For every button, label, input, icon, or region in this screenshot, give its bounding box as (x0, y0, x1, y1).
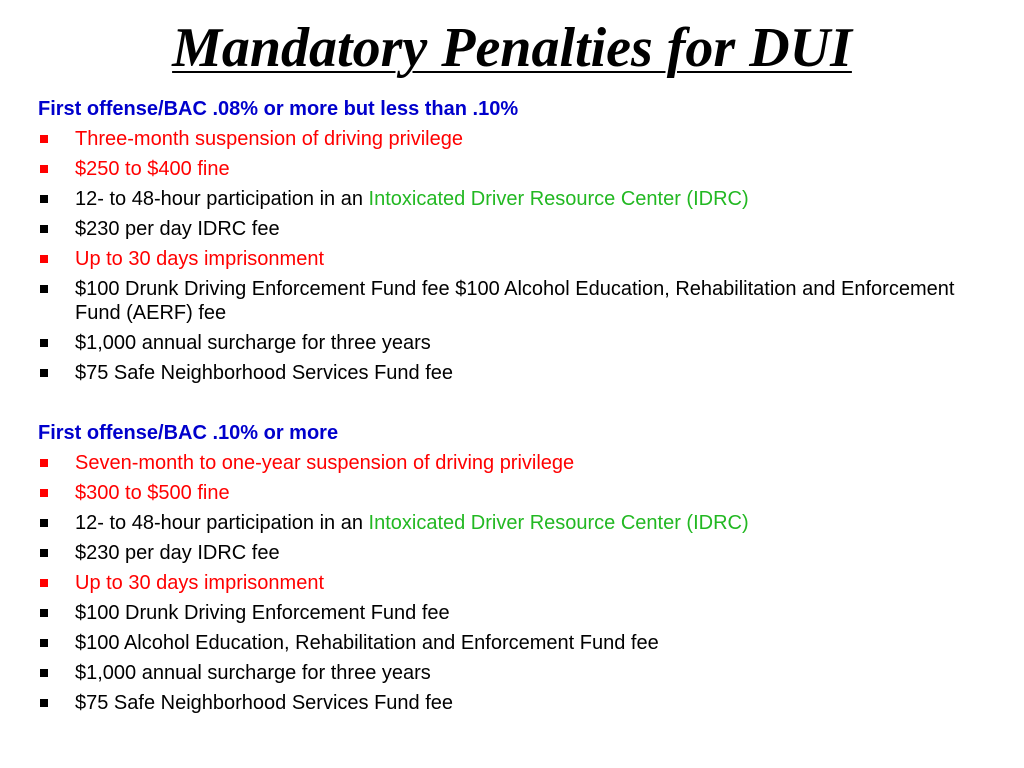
square-bullet-icon (40, 165, 48, 173)
square-bullet-icon (40, 579, 48, 587)
penalty-list-bac-10 (38, 448, 998, 718)
list-item (38, 124, 998, 154)
list-item-text: $100 Alcohol Education, Rehabilitation and Enforcement Fund fee (75, 632, 659, 654)
square-bullet-icon (40, 639, 48, 647)
square-bullet-icon (40, 699, 48, 707)
list-item-text: Up to 30 days imprisonment (75, 572, 325, 594)
square-bullet-icon (40, 459, 48, 467)
list-item (38, 628, 998, 658)
list-item-text: $250 to $400 fine (75, 158, 230, 180)
square-bullet-icon (40, 369, 48, 377)
slide-body (38, 94, 998, 718)
list-item (38, 214, 998, 244)
list-item (38, 244, 998, 274)
list-item (38, 658, 998, 688)
list-item-text: $1,000 annual surcharge for three years (75, 662, 431, 684)
list-item (38, 508, 998, 538)
idrc-link[interactable]: Intoxicated Driver Resource Center (IDRC) (368, 188, 749, 210)
square-bullet-icon (40, 339, 48, 347)
list-item (38, 568, 998, 598)
list-item-text: 12- to 48-hour participation in an (75, 188, 369, 210)
square-bullet-icon (40, 225, 48, 233)
list-item (38, 688, 998, 718)
list-item-text: $100 Drunk Driving Enforcement Fund fee $100 Alcohol Education, Rehabilitation and Enforcement Fund (AERF) fee (75, 278, 955, 324)
list-item-text: Three-month suspension of driving privilege (75, 128, 463, 150)
section-heading-bac-08: First offense/BAC .08% or more but less than .10% (38, 98, 519, 120)
list-item-text: $75 Safe Neighborhood Services Fund fee (75, 692, 454, 714)
penalty-list-bac-08 (38, 124, 998, 388)
list-item (38, 598, 998, 628)
list-item (38, 184, 998, 214)
list-item-text: $230 per day IDRC fee (75, 218, 280, 240)
section-spacer (38, 388, 998, 418)
list-item-text: $230 per day IDRC fee (75, 542, 280, 564)
list-item (38, 274, 998, 328)
square-bullet-icon (40, 255, 48, 263)
square-bullet-icon (40, 609, 48, 617)
list-item-text: $75 Safe Neighborhood Services Fund fee (75, 362, 454, 384)
section-heading-bac-10: First offense/BAC .10% or more (38, 422, 339, 444)
list-item-text: $100 Drunk Driving Enforcement Fund fee (75, 602, 450, 624)
idrc-link[interactable]: Intoxicated Driver Resource Center (IDRC) (368, 512, 749, 534)
square-bullet-icon (40, 285, 48, 293)
list-item (38, 328, 998, 358)
square-bullet-icon (40, 549, 48, 557)
square-bullet-icon (40, 195, 48, 203)
list-item (38, 448, 998, 478)
list-item (38, 358, 998, 388)
square-bullet-icon (40, 669, 48, 677)
list-item (38, 478, 998, 508)
slide-title-text: Mandatory Penalties for DUI (172, 17, 852, 79)
list-item (38, 154, 998, 184)
slide-title (0, 16, 1024, 80)
list-item-text: $300 to $500 fine (75, 482, 230, 504)
square-bullet-icon (40, 489, 48, 497)
list-item-text: Seven-month to one-year suspension of driving privilege (75, 452, 575, 474)
list-item-text: $1,000 annual surcharge for three years (75, 332, 431, 354)
list-item-text: Up to 30 days imprisonment (75, 248, 325, 270)
square-bullet-icon (40, 519, 48, 527)
square-bullet-icon (40, 135, 48, 143)
list-item-text: 12- to 48-hour participation in an (75, 512, 369, 534)
list-item (38, 538, 998, 568)
